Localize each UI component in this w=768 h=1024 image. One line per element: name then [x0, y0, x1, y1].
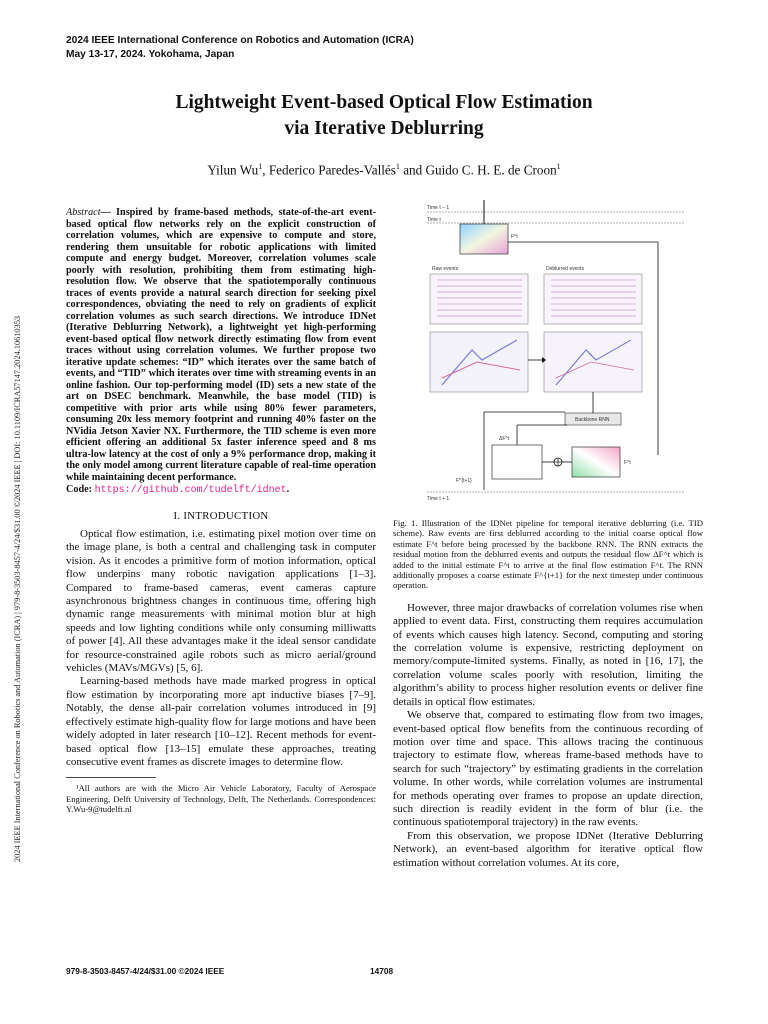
- code-label: Code:: [66, 484, 95, 495]
- author-1: Yilun Wu: [207, 162, 259, 178]
- intro-paragraph-1: Optical flow estimation, i.e. estimating pixel motion over time on the image plane, is both a central and challenging task in computer vision. As it encodes a primitive form of motion information, optical flow underpins many robotic navigation applications [1–3]. Compared to frame-based cameras, event cameras capture asynchronous brightness changes in continuous time, offering high dynamic range measurements with minimal motion blur at high speeds and low lighting conditions while only consuming milliwatts of power [4]. All these advantages make it the ideal sensor candidate for resource-constrained agile robots such as micro aerial/ground vehicles (MAVs/MGVs) [5, 6].: [66, 528, 376, 675]
- footnote-divider: [66, 777, 156, 778]
- flow-symbol-final: F^t: [624, 460, 631, 466]
- figure-1-caption: Fig. 1. Illustration of the IDNet pipeline for temporal iterative deblurring (i.e. TID scheme). Raw events are first deblurred according to the initial coarse optical flow estimate F^t before being processed by the backbone RNN. The RNN extracts the residual motion from the deblurred events and outputs the residual flow ΔF^t which is added to the initial estimate F^t to arrive at the final flow estimation F^t. The RNN additionally proposes a coarse estimate F^{t+1} for the next timestep under continuous operation.: [393, 518, 703, 591]
- affiliation-mark: 1: [556, 162, 561, 171]
- final-flow-estimate: [572, 447, 620, 477]
- conference-header: [66, 34, 414, 62]
- code-link[interactable]: https://github.com/tudelft/idnet: [94, 485, 287, 496]
- code-period: .: [286, 484, 290, 495]
- abstract-text: — Inspired by frame-based methods, state-of-the-art event-based optical flow networks rely on the explicit construction of correlation volumes, which are expensive to compute and store, rendering them unsuitable for robotic applications with limited compute and energy budget. Moreover, correlation volumes scale poorly with resolution, prohibiting them from estimating high-resolution flow. We observe that the spatiotemporally continuous traces of events provide a natural search direction for seeking pixel correspondences, obviating the need to rely on gradients of explicit correlation volumes as such search directions. We introduce IDNet (Iterative Deblurring Network), a lightweight yet high-performing event-based optical flow network directly estimating flow from event traces without using correlation volumes. We further propose two iterative update schemes: “ID” which iterates over the same batch of events, and “TID” which iterates over time with streaming events in an online fashion. Our top-performing model (ID) sets a new state of the art on DSEC benchmark. Meanwhile, the base model (TID) is competitive with prior arts while using 80% fewer parameters, consuming 20x less memory footprint and running 40% faster on the NVidia Jetson Xavier NX. Furthermore, the TID scheme is even more efficient offering an additional 5x faster inference speed and 8 ms ultra-low latency at the cost of only a 9% performance drop, making it the only model among current literature capable of real-time operation while maintaining decent performance.: [66, 207, 376, 483]
- doi-sidebar: 2024 IEEE International Conference on Robotics and Automation (ICRA) | 979-8-3503-8457-4/24/$31.00 ©2024 IEEE | DOI: 10.1109/ICRA57147.2024.10610353: [13, 315, 22, 862]
- deblurred-events-label: Deblurred events: [546, 266, 585, 272]
- raw-events-stack: [430, 274, 528, 324]
- right-column: [393, 518, 703, 870]
- backbone-rnn-label: Backbone RNN: [575, 417, 610, 423]
- author-list: [66, 162, 702, 178]
- time-label-bottom: Time t + 1: [427, 496, 450, 502]
- title-line-1: Lightweight Event-based Optical Flow Estimation: [175, 92, 593, 113]
- conference-name: 2024 IEEE International Conference on Robotics and Automation (ICRA): [66, 35, 414, 46]
- delta-flow-symbol: ΔF^t: [499, 436, 510, 442]
- intro-paragraph-2: Learning-based methods have made marked progress in optical flow estimation by incorporating more apt inductive biases [7–9]. Notably, the dense all-pair correlation volumes introduced in [9] effectively estimate high-quality flow for large motions and have been widely adopted in later research [10–12]. Recent methods for event-based optical flow [13–15] emulate these approaches, treating consecutive event frames as discrete images to determine flow.: [66, 675, 376, 768]
- footnote-affiliation: ¹All authors are with the Micro Air Vehicle Laboratory, Faculty of Aerospace Engineering, Delft University of Technology, Delft, The Netherlands. Correspondences: Y.Wu-9@tudelft.nl: [66, 783, 376, 815]
- author-3: and Guido C. H. E. de Croon: [399, 162, 557, 178]
- right-paragraph-3: From this observation, we propose IDNet (Iterative Deblurring Network), an event-based algorithm for iterative optical flow estimation without correlation volumes. At its core,: [393, 829, 703, 869]
- time-label-top: Time t − 1: [427, 205, 450, 211]
- title-line-2: via Iterative Deblurring: [284, 118, 484, 139]
- figure-1: [422, 200, 692, 505]
- code-line: [66, 484, 376, 498]
- footer-isbn: 979-8-3503-8457-4/24/$31.00 ©2024 IEEE: [66, 966, 225, 976]
- pipeline-diagram: [422, 200, 692, 505]
- page-number: 14708: [370, 966, 394, 976]
- author-2: , Federico Paredes-Vallés: [262, 162, 396, 178]
- flow-symbol-t: F^t: [511, 234, 518, 240]
- time-label-t: Time t: [427, 217, 441, 223]
- deblurred-events-stack: [544, 274, 642, 324]
- right-paragraph-2: We observe that, compared to estimating flow from two images, event-based optical flow benefits from the continuous recording of motion over time and space. This allows tracing the continuous trajectory to estimate flow, whereas frame-based methods have to search for such “trajectory” by estimating gradients in the correlation volume. In other words, while correlation volumes are instrumental for methods operating over frames to propose an update direction, such direction is readily evident in the form of blur (i.e. the continuous spatiotemporal trajectory) in the raw events.: [393, 709, 703, 829]
- affiliation-mark: 1: [258, 162, 263, 171]
- left-column: [66, 207, 376, 815]
- right-body-text: [393, 602, 703, 870]
- introduction-body: [66, 528, 376, 769]
- affiliation-mark: 1: [395, 162, 400, 171]
- initial-flow-estimate: [460, 224, 508, 254]
- section-heading-introduction: I. INTRODUCTION: [173, 509, 269, 522]
- next-flow-symbol: F^{t+1}: [456, 478, 472, 484]
- residual-flow-box: [492, 445, 542, 479]
- raw-events-label: Raw events: [432, 266, 459, 272]
- conference-dates: May 13-17, 2024. Yokohama, Japan: [66, 49, 235, 60]
- paper-title: [66, 90, 702, 142]
- right-paragraph-1: However, three major drawbacks of correlation volumes rise when applied to event data. First, constructing them requires accumulation of events which causes high latency. Second, computing and storing the correlation volume is expensive, restricting deployment on memory/compute-limited systems. Finally, as noted in [16, 17], the correlation volume scales poorly with resolution, limiting the algorithm’s ability to process higher resolution events or deliver fine details in optical flow estimates.: [393, 601, 703, 708]
- abstract-heading: Abstract: [66, 207, 101, 218]
- abstract: [66, 207, 376, 483]
